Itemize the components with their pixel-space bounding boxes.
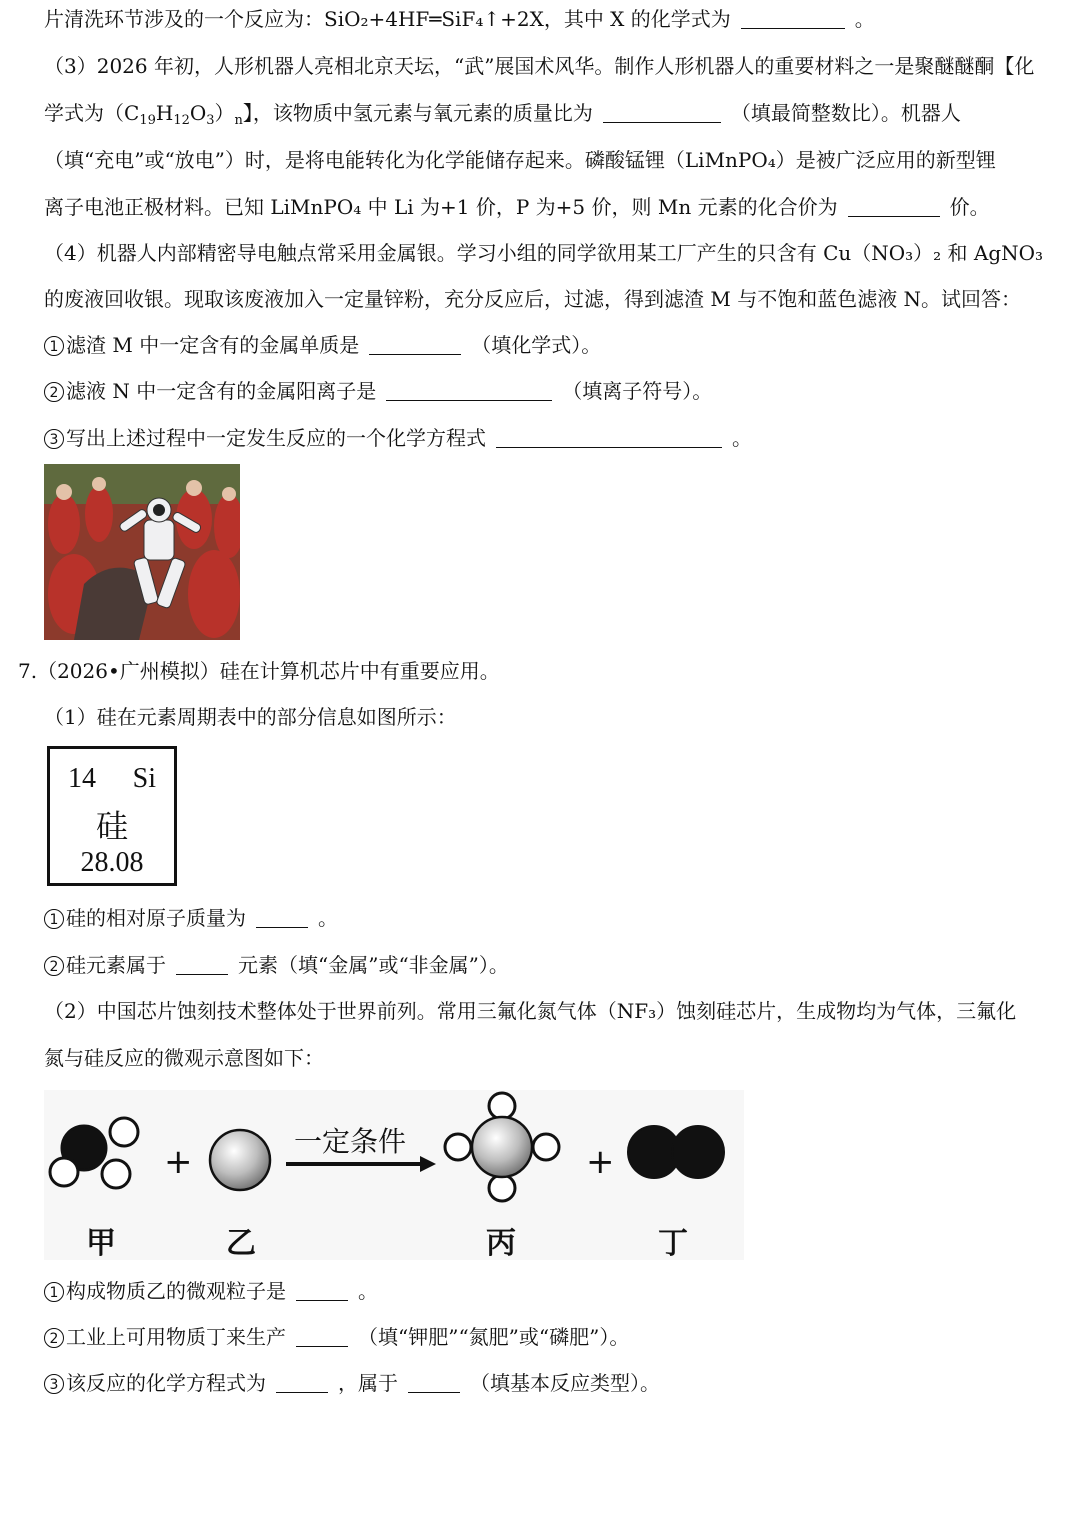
q3-line-b [44,100,961,126]
periodic-table-cell [47,746,177,886]
formula-sub: 12 [173,113,190,128]
molecule-jia [50,1118,138,1188]
q7-part2-line-a [44,998,1016,1024]
formula-sub: 3 [206,113,215,128]
circled-number: 3 [44,429,64,449]
answer-blank[interactable] [276,1372,328,1393]
q4-line-b [44,286,1021,312]
answer-blank[interactable] [603,102,721,123]
circled-number: 1 [44,1282,64,1302]
q3-line-d [44,194,990,220]
line-end: （填化学式）。 [471,333,602,357]
q7-part1-intro [44,704,457,730]
line-text: （4）机器人内部精密导电触点常采用金属银。学习小组的同学欲用某工厂产生的只含有 Cu（NO₃）₂ 和 AgNO₃ [44,241,1044,265]
answer-blank[interactable] [386,380,552,401]
answer-blank[interactable] [296,1326,348,1347]
answer-blank[interactable] [296,1280,348,1301]
label-yi: 乙 [226,1226,256,1261]
line-text: （填“充电”或“放电”）时，是将电能转化为化学能储存起来。磷酸锰锂（LiMnPO₄）是被广泛应用的新型锂 [44,148,996,172]
answer-blank[interactable] [741,8,845,29]
answer-blank[interactable] [256,907,308,928]
arrow-condition-label: 一定条件 [294,1125,407,1158]
answer-blank[interactable] [369,334,461,355]
arrow-head-icon [420,1156,436,1172]
q7-part2-line-b [44,1045,324,1071]
line-text: ，属于 [338,1371,398,1395]
line-end: 。 [854,7,875,31]
q7-part2-item-3 [44,1370,660,1396]
q7-item-2 [44,952,509,978]
line-end: 。 [318,906,338,930]
line-end: 。 [732,426,752,450]
robot-photo-illustration [44,464,240,640]
line-end: （填离子符号）。 [562,379,713,403]
q4-item-1 [44,332,601,358]
answer-blank[interactable] [496,427,722,448]
circled-number: 2 [44,382,64,402]
line-text: 离子电池正极材料。已知 LiMnPO₄ 中 Li 为+1 价，P 为+5 价，则 Mn 元素的化合价为 [44,195,838,219]
circled-number: 1 [44,336,64,356]
q4-item-2 [44,378,712,404]
line-end: 元素（填“金属”或“非金属”）。 [238,953,509,977]
formula-part: H [155,101,174,125]
q3-line-a [44,53,1034,79]
line-end: （填“钾肥”“氮肥”或“磷肥”）。 [358,1325,630,1349]
label-jia: 甲 [86,1226,116,1261]
q4-item-3 [44,425,752,451]
line-end: 。 [358,1279,378,1303]
text-line-1 [44,6,875,32]
line-text: 该反应的化学方程式为 [66,1371,266,1395]
circled-number: 1 [44,909,64,929]
circled-number: 2 [44,956,64,976]
label-ding: 丁 [658,1226,688,1261]
formula-part: O [189,101,207,125]
q3-line-c [44,147,996,173]
line-end: （填最简整数比）。机器人 [730,101,961,125]
line-text: 7.（2026•广州模拟）硅在计算机芯片中有重要应用。 [18,659,500,683]
line-text: （3）2026 年初，人形机器人亮相北京天坛，“武”展国术风华。制作人形机器人的重要材料之一是聚醚醚酮【化 [44,54,1035,78]
formula-sub: n [234,113,243,128]
line-text: 】，该物质中氢元素与氧元素的质量比为 [242,101,593,125]
element-name: 硅 [95,808,128,844]
line-text: 写出上述过程中一定发生反应的一个化学方程式 [66,426,486,450]
line-text: （1）硅在元素周期表中的部分信息如图所示： [44,705,457,729]
line-text: 硅元素属于 [66,953,166,977]
q7-item-1 [44,905,338,931]
answer-blank[interactable] [408,1372,460,1393]
answer-blank[interactable] [848,196,940,217]
element-symbol: Si [132,763,156,794]
reaction-micro-diagram [44,1090,744,1260]
formula-sub: 19 [139,113,156,128]
line-text: 滤渣 M 中一定含有的金属单质是 [66,333,360,357]
formula-part: 学式为（C [44,101,140,125]
molecule-yi [210,1130,270,1190]
plus-sign: + [586,1142,615,1182]
atomic-mass: 28.08 [80,847,144,878]
q4-line-a [44,240,1043,266]
q7-title [18,658,500,684]
plus-sign: + [164,1142,193,1182]
atomic-number: 14 [68,763,96,794]
circled-number: 2 [44,1328,64,1348]
line-end: （填基本反应类型）。 [470,1371,660,1395]
line-text: 滤液 N 中一定含有的金属阳离子是 [66,379,377,403]
line-end: 价。 [949,195,990,219]
reaction-molecules [44,1090,744,1260]
line-text: 硅的相对原子质量为 [66,906,246,930]
line-text: 氮与硅反应的微观示意图如下： [44,1046,324,1070]
line-text: （2）中国芯片蚀刻技术整体处于世界前列。常用三氟化氮气体（NF₃）蚀刻硅芯片，生成物均为气体，三氟化 [44,999,1017,1023]
label-bing: 丙 [486,1226,516,1261]
circled-number: 3 [44,1374,64,1394]
molecule-ding [628,1126,724,1178]
line-text: 的废液回收银。现取该废液加入一定量锌粉，充分反应后，过滤，得到滤渣 M 与不饱和蓝色滤液 N。试回答： [44,287,1022,311]
line-text: 工业上可用物质丁来生产 [66,1325,286,1349]
line-text: 构成物质乙的微观粒子是 [66,1279,286,1303]
answer-blank[interactable] [176,954,228,975]
robot-photo [44,464,240,640]
molecule-bing [445,1093,559,1201]
line-text: 片清洗环节涉及的一个反应为：SiO₂+4HF═SiF₄↑+2X，其中 X 的化学式为 [44,7,731,31]
q7-part2-item-1 [44,1278,378,1304]
q7-part2-item-2 [44,1324,629,1350]
formula-part: ） [214,101,235,125]
